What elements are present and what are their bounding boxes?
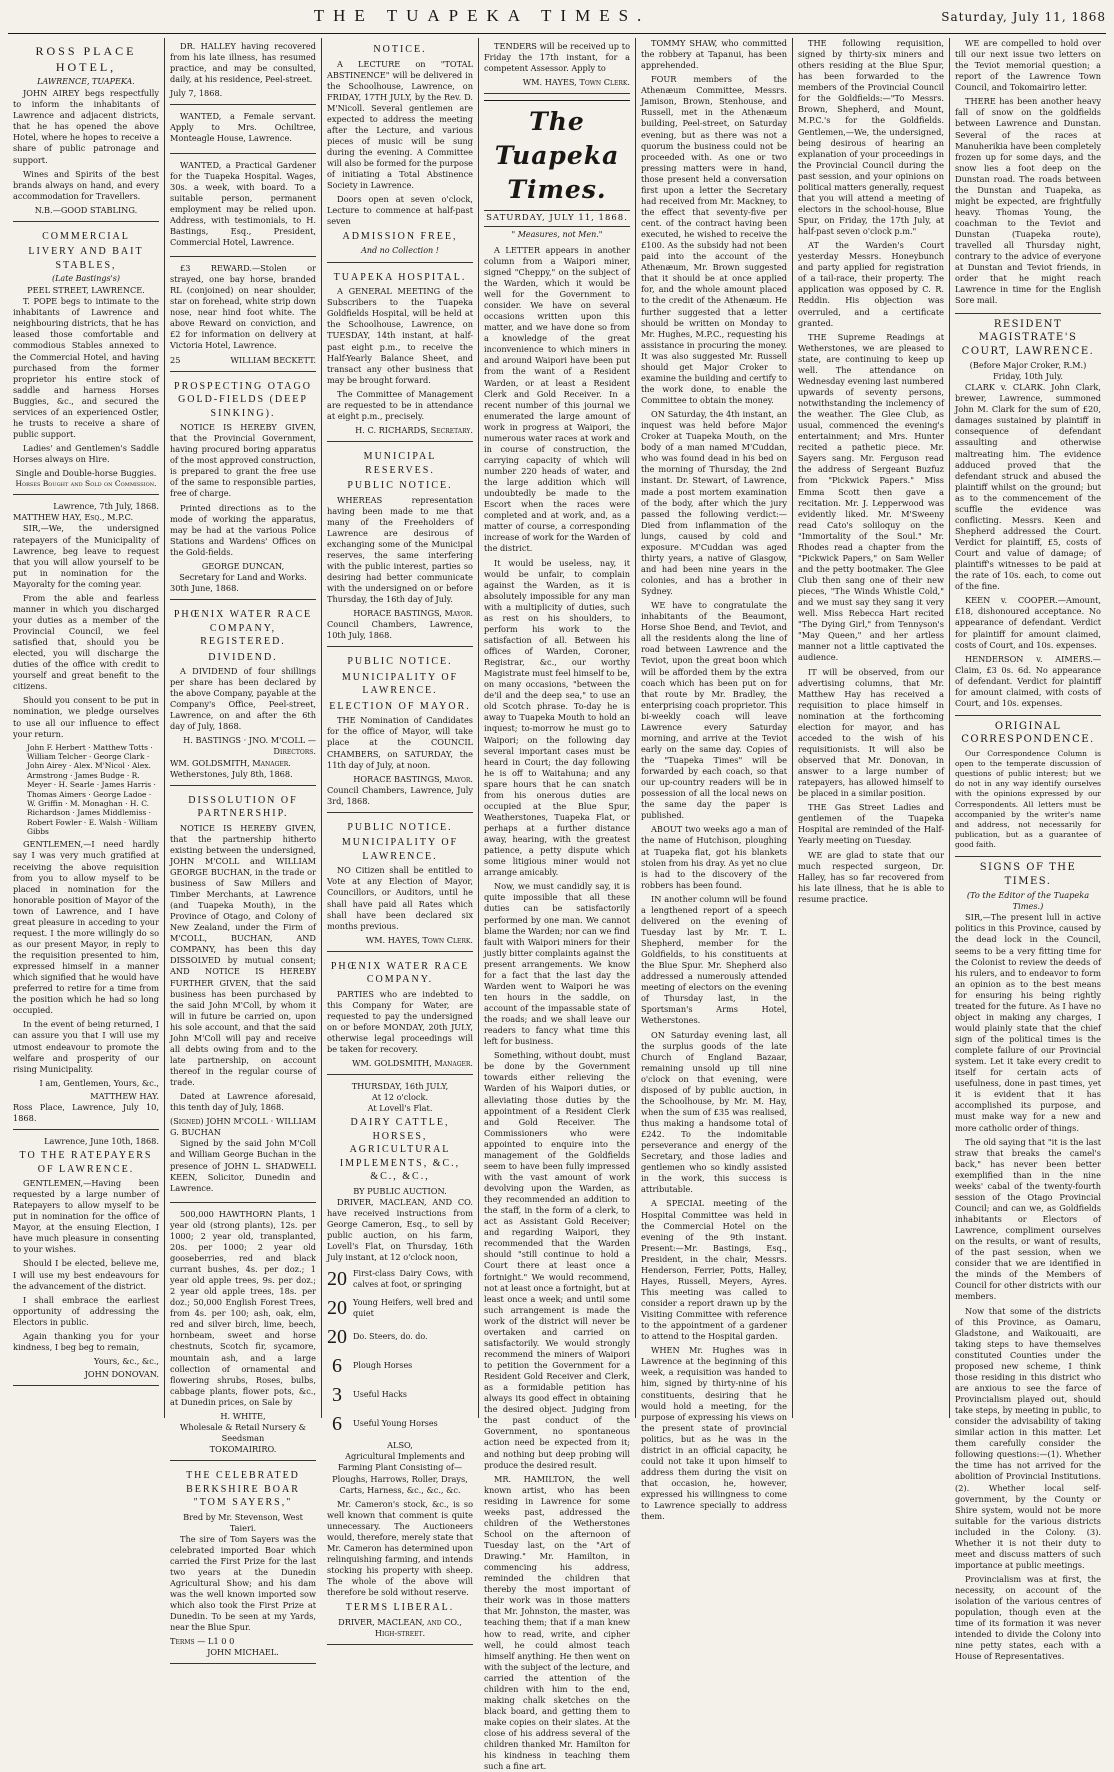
ad-heading: ROSS PLACE HOTEL, [35,44,137,75]
ad-text: NOTICE IS HEREBY GIVEN, that the partnership hitherto existing between the undersigned, JOHN M'COLL and WILLIAM GEORGE BUCHAN, in the trade or business of Saw Millers and Timber Merchants, at Lawrence (and Tuapeka Mouth), in the Province of Otago, and Colony of New Zealand, under the Firm of M'COLL, BUCHAN, AND COMPANY, has been this day DISSOLVED by mutual consent; AND NOTICE IS HEREBY FURTHER GIVEN, that the said business has been purchased by the said John M'Coll, by whom it will in future be carried on, upon his sole account, and that the said John M'Coll will pay and receive all debts owing from and to the late partnership, on account thereof in the regular course of trade. [170,822,316,1088]
ad-lecture [327,38,473,263]
section-heading: SIGNS OF THE TIMES. [955,856,1101,888]
ad-heading: PUBLIC NOTICE. [347,656,453,668]
ad-text: Bred by Mr. Stevenson, West Taieri. [183,1511,303,1533]
ad-dr-halley [170,38,316,105]
ad-text: JOHN AIREY begs respectfully to inform the inhabitants of Lawrence and adjacent districts, that he has opened the above Hotel, where he hopes to receive a share of public patronage and support. [13,88,159,165]
ad-phoenix-water [327,955,473,1075]
ad-signature: WM. GOLDSMITH, Manager. [352,1058,473,1069]
section-heading: ORIGINAL CORRESPONDENCE. [955,715,1101,747]
ad-heading: DAIRY CATTLE, HORSES, AGRICULTURAL IMPLEMENTS, &C., &C., &C., [339,1117,461,1183]
section-heading: RESIDENT MAGISTRATE'S COURT, LAWRENCE. [955,313,1101,359]
ad-text: £3 REWARD.—Stolen or strayed, one bay horse, branded RL (conjoined) on near shoulder, star on forehead, white strip down nose, near hind foot white. The above Reward on conviction, and £2 for information on delivery at Victoria Hotel, Lawrence. [170,263,316,351]
ad-livery-stables [13,225,159,495]
ad-signature: WILLIAM BECKETT. [230,354,316,365]
ad-tenders [484,38,630,94]
ad-hawthorn [170,1206,316,1461]
column-2 [165,38,322,1658]
ad-subheading: And no Collection ! [361,245,439,255]
stock-item [327,1266,473,1293]
ad-signature: DRIVER, MACLEAN, and CO., High-street. [338,1616,462,1638]
ad-signature: GEORGE DUNCAN, [201,560,285,571]
ad-text: T. POPE begs to intimate to the inhabitants of Lawrence and neighbouring districts, that he has leased those comfortable and commodious Stables annexed to the Commercial Hotel, and having purchased from the former proprietor his entire stock of saddle and harness Horses Buggies, &c., and secured the services of an experienced Ostler, he trusts to receive a share of public support. [13,296,159,439]
news-paragraph: THERE has been another heavy fall of snow on the goldfields between Lawrence and Dunstan. Several of the races at Manuherikia have been completely frozen up for some days, and the snow lies a foot deep on the Dunstan road. The roads between the Dunstan and Tuapeka, as might be expected, are frightfully heavy. Thomas Young, the coachman to the Teviot and Dunstan (Tuapeka route), travelled all Thursday night, contrary to the advice of everyone at Dunstan and Teviot friends, in order that he might reach Lawrence in time for the English Sore mail. [955,96,1101,306]
ad-text: TENDERS will be received up to Friday the 17th instant, for a competent Assessor. Apply to [484,41,630,74]
ad-subheading: PEEL STREET, LAWRENCE. [27,285,145,296]
ad-heading: PUBLIC NOTICE. [347,480,453,492]
ad-dividend [170,603,316,786]
stock-count: 3 [332,1384,342,1407]
ad-heading: PROSPECTING OTAGO GOLD-FIELDS (DEEP SINKING). [174,380,312,419]
news-paragraph: ABOUT two weeks ago a man of the name of Hutchison, ploughing at Tuapeka flat, got his blankets stolen from his dray. As yet no clue is had to the discovery of the robbers has been found. [641,824,787,890]
ad-text: Should you consent to be put in nomination, we pledge ourselves to use all our influence to effect your return. [13,695,159,739]
ad-heading: TUAPEKA HOSPITAL. [333,271,467,283]
ad-text: A GENERAL MEETING of the Subscribers to the Tuapeka Goldfields Hospital, will be held at the Schoolhouse, Lawrence, on TUESDAY, 14th instant, at half-past eight p.m., to receive the Half-Yearly Balance Sheet, and transact any other business that may be brought forward. [327,286,473,385]
ad-text: SIR,—We, the undersigned ratepayers of the Municipality of Lawrence, beg leave to request that you will allow yourself to be put in nomination for the Mayoralty for the coming year. [13,523,159,589]
ad-closing: Yours, &c., &c., [94,1355,159,1366]
ad-heading: MUNICIPALITY OF LAWRENCE. [341,671,459,697]
ad-text: Ladies' and Gentlemen's Saddle Horses always on Hire. [13,443,159,465]
ad-signature: WM. HAYES, Town Clerk. [365,934,473,945]
ad-text: The Committee of Management are requested to be in attendance at eight p.m., precisely. [327,388,473,421]
stock-count: 6 [332,1413,342,1436]
ad-place: TOKOMAIRIRO. [209,1444,277,1454]
editorial-paragraph: It would be useless, nay, it would be unfair, to complain against the Warden, as it is absolutely impossible for any man with a multiplicity of duties, such as rest on his shoulders, to perform his work to the satisfaction of all. Between his offices of Warden, Coroner, Registrar, &c., our worthy Magistrate must feel himself to be, on many occasions, "between the de'il and the deep sea," to use an old Scotch phrase. To-day he is away to Tuapeka Mouth to hold an inquest; to-morrow he must go to Waipori; on the following day several important cases must be heard in Court; the day following he is off to Waitahuna; and any spare hours that he can snatch from his onerous duties are occupied at the Blue Spur, Weatherstones, Tuapeka Flat, or perhaps at a further distance away, hearing, with the greatest patience, a petty dispute which some litigious miner would not arrange amicably. [484,557,630,878]
ad-signature: MATTHEW HAY. [90,1090,159,1101]
ad-text: From the able and fearless manner in which you discharged your duties as a member of the Provincial Council, we feel satisfied that, should you be elected, you will discharge the duties of the office with credit to yourself and great benefit to the citizens. [13,592,159,692]
stock-count: 6 [332,1355,342,1378]
ad-date: Wetherstones, July 8th, 1868. [170,768,293,779]
ad-text: Doors open at seven o'clock, Lecture to commence at half-past seven [327,194,473,227]
stock-desc: Useful Young Horses [353,1419,438,1429]
ad-text: Mr. Cameron's stock, &c., is so well known that comment is quite unnecessary. The Auctioneers would, therefore, merely state that Mr. Cameron has determined upon relinquishing farming, and intends stocking his property with sheep. The whole of the above will therefore be sold without reserve. [327,1498,473,1598]
news-paragraph: AT the Warden's Court yesterday Messrs. Honeybunch and party applied for registration of a tail-race, their property. The application was opposed by C. R. Reddin. His objection was overruled, and a certificate granted. [798,240,944,328]
ad-signature: HORACE BASTINGS, Mayor. [353,773,473,784]
ad-municipal-reserves [327,445,473,647]
ad-text: In the event of being returned, I can assure you that I will use my utmost endeavour to promote the welfare and prosperity of our rising Municipality. [13,1019,159,1074]
court-case: CLARK v. CLARK. John Clark, brewer, Lawrence, summoned John M. Clark for the sum of £20, damages sustained by plaintiff in consequence of defendant assaulting and otherwise maltreating him. The evidence adduced proved that the defendant struck and abused the plaintiff whilst on the ground; but as to the commencement of the scuffle the evidence was conflicting. Messrs. Keen and Shepherd addressed the Court. Verdict for plaintiff, £5, costs of Court and value of damage; of plaintiff's witnesses to be paid at the rate of 10s. each, to come out of the fine. [955,382,1101,592]
ad-text: Wines and Spirits of the best brands always on hand, and every accommodation for Travellers. [13,168,159,201]
letter-paragraph: SIR,—The present lull in active politics in this Province, caused by the dead lock in the Council, seems to be a very fitting time for the Colonist to review the deeds of his rulers, and to endeavor to form an opinion as to the best means for ensuring his being rightly treated for the future. As I have no object in making any charges, I would plainly state that the chief sign of the political times is the complete failure of our Provincial system. Let it take every credit to itself for certain acts of usefulness, done in past times, yet it is evident that it has accomplished its purpose, and must make way for a new and more catholic order of things. [955,912,1101,1133]
ad-heading: DIVIDEND. [208,651,278,663]
ad-text: WANTED, a Practical Gardener for the Tuapeka Hospital. Wages, 30s. a week, with board. To a suitable person, permanent employment may be relied upon. Address, with testimonials, to H. Bastings, Esq., President, Commercial Hotel, Lawrence. [170,159,316,247]
ad-text: A DIVIDEND of four shillings per share has been declared by the above Company, payable at the Company's Office, Peel-street, Lawrence, on and after the 6th day of July, 1868. [170,666,316,732]
news-paragraph: MR. HAMILTON, the well known artist, who has been residing in Lawrence for some weeks past, addressed the children of the Wetherstones School on the afternoon of Tuesday last, on the "Art of Drawing." Mr. Hamilton, in commencing his address, reminded the children that thereby the most important of their work was in those matters that Mr. Johnston, the master, was teaching them; that if a man knew how to read, write, and cipher well, he could almost teach himself anything. He then went on with the subject of the lecture, and carried the attention of the children with him to the end, making chalk sketches on the black board, and getting them to make copies on their slates. At the close of his address several of the children thanked Mr. Hamilton for his kindness in teaching them such a fine art. [484,1473,630,1772]
news-paragraph: IT will be observed, from our advertising columns, that Mr. Matthew Hay has received a requisition to place himself in nomination at the forthcoming election for mayor, and has acceded to the wish of his requisitionists. It will also be observed that Mr. Donovan, in answer to a large number of ratepayers, has allowed himself to be placed in a similar position. [798,666,944,799]
news-paragraph: ON Saturday evening last, all the surplus goods of the late Church of England Bazaar, remaining unsold up till nine o'clock on that evening, were disposed of by public auction, in the Schoolhouse, by Mr. M. Hay, when the sum of £35 was realised, thus making a handsome total of £242. To the indomitable perseverance and energy of the Secretary, and those ladies and gentlemen who so kindly assisted in the work, this success is attributable. [641,1029,787,1195]
ad-heading: PUBLIC NOTICE. [347,821,453,833]
column-3 [322,38,479,1638]
ad-wanted-gardener [170,157,316,258]
ad-subheading: (Late Bastings's) [51,274,121,284]
ad-ross-place-hotel [13,38,159,222]
ad-berkshire-boar [170,1464,316,1664]
stock-desc: Young Heifers, well bred and quiet [353,1298,473,1318]
editorial-date: SATURDAY, JULY 11, 1868. [484,210,630,227]
stock-count: 20 [327,1326,347,1349]
news-paragraph: TOMMY SHAW, who committed the robbery at Tapanui, has been apprehended. [641,38,787,71]
ad-text: DR. HALLEY having recovered from his late illness, has resumed practice, and may be consulted, daily, at his residence, Peel-street. [170,41,316,85]
stock-list [327,1266,473,1438]
ad-place: Ross Place, Lawrence, July 10, 1868. [13,1101,159,1123]
ad-reward [170,260,316,372]
editorial-paragraph: Something, without doubt, must be done by the Government towards either relieving the Warden of his Waipori duties, or alleviating those duties by the appointment of a Resident Clerk and Gold Receiver. The Commissioners who were appointed to enquire into the management of the Goldfields seem to have been fully impressed with the vast amount of work devolving upon the Warden, as they recommended an addition to the staff, in the form of a clerk, to act as Assistant Gold Receiver; and regarding Waipori, they recommended that the Warden should "still continue to hold a Court there at least once a fortnight." We would recommend, not at least once a fortnight, but at least once a week; and until some such arrangement is made the work of the district will never be overtaken and carried on satisfactorily. We would strongly recommend the miners of Waipori to petition the Government for a Resident Gold Receiver and Clerk, as a formidable petition has always its good effect in obtaining the desired object. Judging from the past conduct of the Government, no spontaneous action need be expected from it; and nothing but deep probing will produce the desired result. [484,1050,630,1470]
court-case: KEEN v. COOPER.—Amount, £18, dishonoured acceptance. No appearance of defendant. Verdict for plaintiff for amount claimed, costs of Court, and 10s. expenses. [955,595,1101,650]
ad-text: Single and Double-horse Buggies. [15,468,157,479]
ad-heading: NOTICE. [373,44,427,55]
ad-heading: ELECTION OF MAYOR. [329,700,471,712]
ad-text: Signed by the said John M'Coll and William George Buchan in the presence of JOHN L. SHADWELL KEEN, Solicitor, Dunedin and Lawrence. [170,1138,316,1193]
ad-closing: I am, Gentlemen, Yours, &c., [39,1077,159,1088]
ad-hospital-meeting [327,266,473,442]
ad-date: July 7, 1868. [170,88,223,99]
ad-signature: H. WHITE, [220,1410,266,1421]
ad-note: N.B.—GOOD STABLING. [34,204,138,215]
ad-text: Printed directions as to the mode of working the apparatus, may be had at the various Police Stations and Wardens' Offices on the Gold-fields. [170,502,316,557]
news-paragraph: WE have to congratulate the inhabitants of the Beaumont, Horse Shoe Bend, and Teviot, and all the residents along the line of road between Lawrence and the Teviot, upon the great boon which will be afforded them by the extra coach which has been put on for that route by Mr. Bradley, the enterprising coach proprietor. This bi-weekly coach will leave Lawrence every Saturday morning, and arrive at the Teviot early on the same day. Copies of the "Tuapeka Times" will be forwarded by each coach, so that our up-country readers will be in possession of all the local news on the same day the paper is published. [641,600,787,821]
ad-heading: MUNICIPAL RESERVES. [363,451,437,476]
stock-item [327,1295,473,1322]
ad-heading: PHŒNIX WATER RACE COMPANY. [330,960,470,986]
ad-text: A LECTURE on "TOTAL ABSTINENCE" will be delivered in the Schoolhouse, Lawrence, on FRIDAY, 17TH JULY, by the Rev. D. M'Nicoll. Several gentlemen are expected to address the meeting after the Lecture, and various pieces of music will be sung during the evening. A Committee will also be formed for the purpose of initiating a Total Abstinence Society in Lawrence. [327,58,473,191]
ad-text: Again thanking you for your kindness, I beg beg to remain, [13,1330,159,1352]
ad-heading: PHŒNIX WATER RACE COMPANY, REGISTERED. [173,609,313,647]
ad-text: NOTICE IS HEREBY GIVEN, that the Provincial Government, having procured boring apparatus of the most approved construction, is prepared to grant the free use of the same to responsible parties, free of charge. [170,422,316,499]
ad-heading: MUNICIPALITY OF LAWRENCE. [341,837,459,862]
ad-heading: COMMERCIAL [42,230,130,242]
section-subheading: (Before Major Croker, R.M.) [969,360,1087,370]
editorial-paragraph: Now, we must candidly say, it is quite impossible that all these duties can be satisfactorily performed by one man. We cannot blame the Warden; nor can we find fault with Waipori miners for their justly bitter complaints against the present arrangements. We know for a fact that the last day the Warden went to Waipori he was ten hours in the saddle, on account of the impassable state of the roads; and we shall leave our readers to fancy what time this left for business. [484,881,630,1047]
news-paragraph: IN another column will be found a lengthened report of a speech delivered on the evening of Tuesday last by Mr. T. L. Shepherd, member for the Goldfields, to his constituents at the Blue Spur. Mr. Shepherd also addressed a numerously attended meeting of electors on the evening of Thursday last, in the Sportsman's Arms Hotel, Wetherstones. [641,893,787,1026]
letter-paragraph: Provincialism was at first, the necessity, on account of the isolation of the various centres of population, though even at the time of its formation it was never intended to divide the Colony into nine petty states, each with a House of Representatives. [955,1574,1101,1662]
ad-signature: JOHN MICHAEL. [207,1647,279,1658]
ad-text: GENTLEMEN,—Having been requested by a large number of Ratepayers to allow myself to be put in nomination for the office of Mayor, at the ensuing Election, I have much pleasure in consenting to your wishes. [13,1178,159,1255]
ad-date: THURSDAY, 16th JULY, [351,1081,449,1092]
ad-text: Dated at Lawrence aforesaid, this tenth day of July, 1868. [170,1091,316,1113]
column-5 [636,38,793,1522]
ad-signature: HORACE BASTINGS, Mayor. [353,608,473,619]
news-paragraph: WHEN Mr. Hughes was in Lawrence at the beginning of this week, a requisition was handed to him, signed by thirty-nine of his constituents, desiring that he would hold a meeting, for the purpose of expressing his views on the present state of provincial politics, but as he was in the district in an official capacity, he could not take it upon himself to address them during the visit on that occasion, he, however, expressed his willingness to come to Lawrence specially to address them. [641,1345,787,1522]
ad-signature-title: Secretary for Land and Works. [179,571,307,582]
letter-paragraph: The old saying that "it is the last straw that breaks the camel's back," has never been better exemplified than in the nine weeks' cabal of the twenty-fourth session of the Otago Provincial Council; and can we, as Goldfields inhabitants or Electors of Lawrence, compliment ourselves on the results, or want of results, of the past session, when we consider that we are identified in the minds of the Members of Council for other districts with our members. [955,1136,1101,1302]
ad-subheading: BY PUBLIC AUCTION. [353,1185,447,1196]
stock-desc: Do. Steers, do. do. [353,1332,428,1342]
ad-time: At 12 o'clock. [371,1092,429,1103]
ad-signature-title: Wholesale & Retail Nursery & Seedsman [180,1421,306,1443]
ad-election-mayor [327,650,473,813]
letter-addressee: (To the Editor of the Tuapeka Times.) [966,890,1090,912]
news-paragraph: WE are compelled to hold over till our next issue two letters on the Teviot memorial question; a report of the Lawrence Town Council, and Tokomairiro letter. [955,38,1101,93]
ad-text: PARTIES who are indebted to this Company for Water, are requested to pay the undersigned on or before MONDAY, 20th JULY, otherwise legal proceedings will be taken for recovery. [327,988,473,1055]
news-paragraph: THE Gas Street Ladies and gentlemen of the Tuapeka Hospital are reminded of the Half-Yearly meeting on Tuesday. [798,802,944,846]
news-paragraph: THE following requisition, signed by thirty-six miners and others residing at the Blue Spur, has been forwarded to the members of the Provincial Council for the Goldfields:—"To Messrs. Brown, Shepherd, and Mount, M.P.C.'s for the Goldfields. Gentlemen,—We, the undersigned, being desirous of hearing an explanation of your proceedings in the Provincial Council during the past session, and your opinions on political matters generally, request that you will attend a meeting of electors in the school-house, Blue Spur, on Friday, the 17th July, at half-past seven o'clock p.m." [798,38,944,237]
ad-wanted-servant [170,108,316,153]
ad-subheading: LAWRENCE, TUAPEKA. [37,77,135,87]
stock-item [327,1411,473,1438]
news-paragraph: FOUR members of the Athenæum Committee, Messrs. Jamison, Brown, Stenhouse, and Russell, met in the Athenæum building, Peel-street, on Saturday evening, but as there was not a quorum the business could not be proceeded with. As one or two pressing matters were in hand, those present held a conversation first upon a letter the Secretary had received from Mr. Mackney, to the effect that seventy-five per cent. of the contract having been executed, he wished to receive the £100. As the subsidy had not been paid into the account of the Athenæum, Mr. Brown suggested that it should be at once applied for, and the whole amount placed to the credit of the Athenæum. He further suggested that a letter should be written on Monday to Mr. Hughes, M.P.C., requesting his assistance in procuring the money. It was also suggested Mr. Russell should get Major Croker to examine the building and certify to the work done, to enable the Committee to obtain the money. [641,74,787,405]
ad-signature: JOHN DONOVAN. [84,1369,159,1380]
ad-text: WHEREAS representation having been made to me that many of the Freeholders of Lawrence are desirous of exchanging some of the Municipal reserves, the same interfering with the public interest, parties so desiring had better communicate with the undersigned on or before Thursday, the 16th day of July. [327,494,473,605]
column-7 [950,38,1106,1662]
column-6 [793,38,950,1418]
stock-count: 20 [327,1297,347,1320]
ad-date: Council Chambers, Lawrence, July 3rd, 1868. [327,784,473,806]
ad-text: NO Citizen shall be entitled to Vote at any Election of Mayor, Councillors, or Auditors, until he shall have paid all Rates which shall have been declared six months previous. [327,865,473,931]
column-4 [479,38,636,1772]
news-paragraph: WE are glad to state that our much respected surgeon, Dr. Halley, has so far recovered from his late illness, that he is able to resume practice. [798,849,944,904]
ad-date: Council Chambers, Lawrence, 10th July, 1868. [327,619,473,641]
ad-addressee: MATTHEW HAY, Esq., M.P.C. [13,512,134,523]
editorial-nameplate: The Tuapeka Times. [484,100,630,206]
ad-text: The sire of Tom Sayers was the celebrated imported Boar which carried the First Prize for the last two years at the Dunedin Agricultural Show; and his dam was the well known imported sow which also took the First Prize at Dunedin. To be seen at my Yards, near the Blue Spur. [170,1533,316,1633]
ad-text: THE Nomination of Candidates for the office of Mayor, will take place at the COUNCIL CHAMBERS, on SATURDAY, the 11th day of July, at noon. [327,715,473,770]
stock-count: 20 [327,1268,347,1291]
stock-desc: Useful Hacks [353,1390,407,1400]
ad-heading: LIVERY AND BAIT STABLES, [28,246,144,271]
ad-signature: WM. HAYES, Town Clerk. [522,77,630,88]
ad-terms: Terms — L1 0 0 [170,1636,235,1647]
ad-heading: THE CELEBRATED BERKSHIRE BOAR "TOM SAYERS," [186,1470,300,1509]
ad-signature: H. C. RICHARDS, Secretary. [355,424,473,435]
ad-place: At Lovell's Flat. [367,1103,433,1114]
stock-item [327,1353,473,1380]
news-paragraph: ON Saturday, the 4th instant, an inquest was held before Major Croker at Tuapeka Mouth, on the body of a man named M'Cuddan, who was found dead in his bed on the morning of Thursday, the 2nd instant. Dr. Stewart, of Lawrence, made a post mortem examination of the body, after which the jury passed the following verdict:—Died from inflammation of the lungs, caused by cold and exposure. M'Cuddan was aged thirty years, a native of Glasgow, and had been nine years in the colonies, and has a brother in Sydney. [641,409,787,597]
ad-prospecting [170,375,316,600]
ad-text: 500,000 HAWTHORN Plants, 1 year old (strong plants), 12s. per 1000; 2 year old, transplanted, 20s. per 1000; 2 year old gooseberries, red and black currant bushes, 4s. per doz.; 1 year old apple trees, 9s. per doz.; 2 year old apple trees, 18s. per doz.; 50,000 English Forest Trees, from 4s. per 100; ash, oak, elm, red and silver birch, lime, beech, hornbeam, sweet and horse chestnuts, Scotch fir, sycamore, mountain ash, and a large collection of ornamental and flowering shrubs, Roses, bulbs, cabbage plants, flower pots, &c., at Dunedin prices, on Sale by [170,1208,316,1407]
paper-title: THE TUAPEKA TIMES. [313,6,651,25]
section-date: Friday, 10th July. [993,371,1063,382]
ad-text: WANTED, a Female servant. Apply to Mrs. Ochiltree, Monteagle House, Lawrence. [170,111,316,144]
stock-item [327,1382,473,1409]
editorial-paragraph: A LETTER appears in another column from a Waipori miner, signed "Cheppy," on the subject of the Warden, which it would be well for the Government to consider. We have on several occasions written upon this matter, and we have done so from a knowledge of the great inconvenience to which miners in and around Waipori have been put from the want of a Resident Warden, or at least a Resident Clerk and Gold Receiver. In a recent number of this journal we enumerated the large amount of work in progress at Waipori, the numerous water races at work and in course of construction, the carrying capacity of which will number 220 heads of water, and the large addition which will undoubtedly be made to the Escort when the races were completed and at work, and, as a matter of course, a corresponding increase of work for the Warden of the district. [484,244,630,554]
ad-text: I shall embrace the earliest opportunity of addressing the Electors in public. [13,1294,159,1327]
ad-text: Horses Bought and Sold on Commission. [15,479,157,489]
ad-text: DRIVER, MACLEAN, AND CO. have received instructions from George Cameron, Esq., to sell by public auction, on his farm, Lovell's Flat, on Thursday, 16th July instant, at 12 o'clock noon, [327,1196,473,1263]
ad-text: GENTLEMEN,—I need hardly say I was very much gratified at receiving the above requisition from you to allow myself to be placed in nomination for the honorable position of Mayor of the town of Lawrence, and I have great pleasure in acceding to your request. I the more willingly do so as our present Mayor, in reply to the requisition presented to him, expressed himself in a manner which signified that he would have preferred to retire for a time from the position which he had so long occupied. [13,839,159,1016]
ad-date: Lawrence, 7th July, 1868. [53,501,159,512]
stock-desc: First-class Dairy Cows, with calves at foot, or springing [353,1269,473,1289]
stock-desc: Plough Horses [353,1361,413,1371]
ad-requisition-hay [13,498,159,1130]
ad-heading: ADMISSION FREE, [342,231,458,243]
signatory-list: John F. Herbert · Matthew Totts · William Telcher · George Clark · John Airey · Alex. M'Nicol · Alex. Armstrong · James Budge · R. Meyer · H. Searle · James Harris · Thomas Aimers · George Ladoe · W. Griffin · M. Monaghan · H. C. Richardson · James Middlemiss · Robert Fowler · E. Walsh · William Gibbs [27,742,158,837]
ad-text: Agricultural Implements and Farming Plant Consisting of— Ploughs, Harrows, Roller, Drays, Carts, Harness, &c., &c., &c. [332,1451,468,1495]
letter-paragraph: Now that some of the districts of this Province, as Oamaru, Gladstone, and Waikouaiti, are taking steps to have themselves constituted Counties under the proposed new scheme, I think those residing in this district who are anxious to see the farce of Provincialism played out, should take steps, by meeting in public, to consider the advisability of taking similar action in this matter. Let them carefully consider the following questions:—(1). Whether the time has not arrived for the abolition of Provincial Institutions. (2). Whether local self-government, by the County or Shire system, would not be more suitable for the various districts included in the Colony. (3). Whether it is not their duty to meet and discuss matters of such importance at public meetings. [955,1305,1102,1570]
correspondence-note: Our Correspondence Column is open to the temperate discussion of questions of public interest; but we do not in any way identify ourselves with the opinions expressed by our Correspondents. All letters must be accompanied by the writer's name and address, not necessarily for publication, but as a guarantee of good faith. [955,748,1101,850]
editorial-motto: " Measures, not Men." [511,229,603,239]
ad-signature: (Signed) JOHN M'COLL · WILLIAM G. BUCHAN [170,1116,316,1138]
columns [8,38,1106,1772]
ad-donovan [13,1133,159,1386]
ad-date: Lawrence, June 10th, 1868. [44,1135,159,1146]
ad-signature: WM. GOLDSMITH, Manager. [170,757,291,768]
ad-dissolution [170,789,316,1203]
column-1 [8,38,165,1418]
ad-number: 25 [170,354,181,365]
masthead [8,6,1106,34]
ad-voting-rates [327,816,473,952]
court-case: HENDERSON v. AIMERS.—Claim, £3 0s. 6d. No appearance of defendant. Verdict for plaintiff for amount claimed, with costs of Court, and 10s. expenses. [955,653,1101,708]
stock-item [327,1324,473,1351]
ad-heading: TERMS LIBERAL. [345,1602,455,1614]
ad-subheading: ALSO, [387,1440,413,1451]
news-paragraph: A SPECIAL meeting of the Hospital Committee was held in the Commercial Hotel on the evening of the 9th instant. Present:—Mr. Bastings, Esq., President, in the chair, Messrs. Henderson, Ferrier, Potts, Halley, Hayes, Russell, Meyers, Ayres. This meeting was called to consider a report drawn up by the Visiting Committee with reference to the appointment of a gardener to attend to the Hospital garden. [641,1198,787,1342]
ad-date: 30th June, 1868. [170,582,239,593]
issue-date: Saturday, July 11, 1868 [941,10,1106,24]
ad-directors: H. BASTINGS · JNO. M'COLL — Directors. [183,735,316,757]
ad-text: Should I be elected, believe me, I will use my best endeavours for the advancement of the district. [13,1258,159,1291]
news-paragraph: THE Supreme Readings at Wetherstones, we are pleased to state, are continuing to keep up well. The attendance on Wednesday evening last numbered upwards of seventy persons, notwithstanding the inclemency of the weather. The Glee Club, as usual, commenced the evening's entertainment; and Mrs. Hunter recited a pathetic piece. Mr. Sayers sang. Mr. Ferguson read the address of Sergeant Buzfuz from "Pickwick Papers." Miss Emma Scott then gave a recitation. Mr. J. Lepperwood was evidently liked. Mr. M'Sweeny read Cato's soliloquy on the "Immortality of the Soul." Mr. Rhodes read a chapter from the "Pickwick Papers," on Sam Weller and the petty bootmaker. The Glee Club then sang one of their new pieces, "The Winds Whistle Cold," and we must say they sang it very well. Miss Rebecca Hart recited "The Dying Girl," from Tennyson's "May Queen," and her artless manner not a little captivated the audience. [798,331,944,663]
ad-heading: TO THE RATEPAYERS OF LAWRENCE. [19,1150,153,1175]
ad-heading: DISSOLUTION OF PARTNERSHIP. [188,794,298,820]
ad-auction [327,1078,473,1645]
